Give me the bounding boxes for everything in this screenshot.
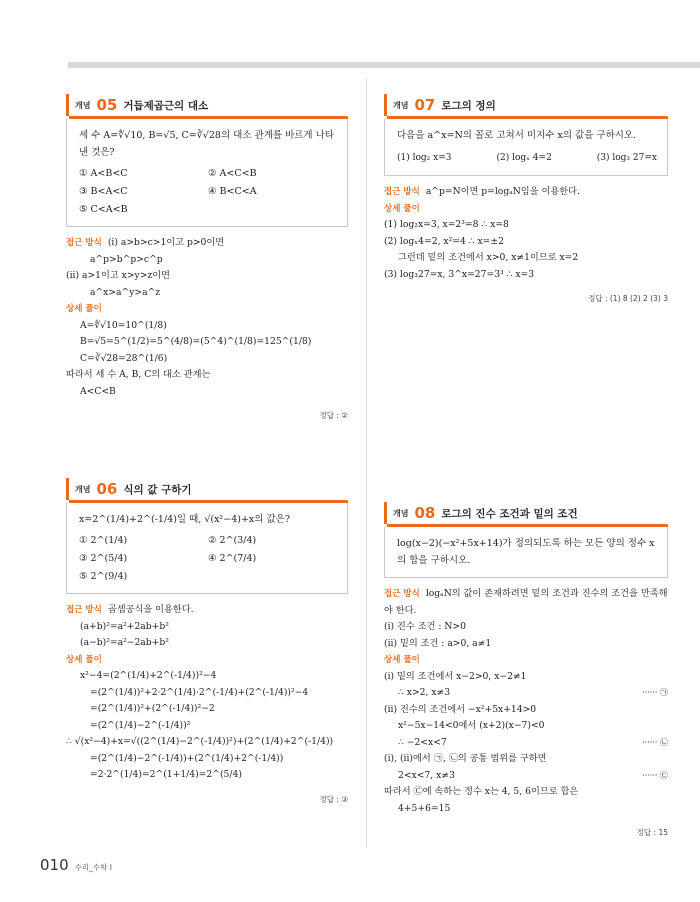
concept-title: 로그의 정의 [441, 99, 496, 112]
detail-line [384, 735, 668, 752]
question-text: log(x−2)(−x²+5x+14)가 정의되도록 하는 모든 양의 정수 x의 합을 구하시오. [397, 538, 655, 566]
detail-line: A=∜√10=10^(1/8) [80, 319, 167, 331]
detail-text: 2<x<7, x≠3 [398, 769, 455, 781]
approach-line: a^p>b^p>c^p [90, 253, 163, 265]
detail-line: =2·2^(1/4)=2^(1+1/4)=2^(5/4) [90, 769, 242, 780]
detail-line: (ii) 진수의 조건에서 −x²+5x+14>0 [384, 703, 537, 715]
marker: ······ ㉡ [642, 737, 668, 747]
detail-line: (1) log₂x=3, x=2³=8 ∴ x=8 [384, 219, 509, 230]
problem-box [66, 503, 348, 594]
choice-2: (2) logₓ 4=2 [496, 153, 552, 163]
detail-label: 상세 풀이 [66, 654, 102, 665]
column-divider [366, 78, 367, 848]
choice-1: ① 2^(1/4) [79, 535, 128, 546]
detail-text: ∴ x>2, x≠3 [398, 687, 451, 698]
choice-1: (1) log₂ x=3 [397, 153, 452, 163]
detail-line: x²−5x−14<0에서 (x+2)(x−7)<0 [398, 720, 545, 731]
concept-number: 07 [414, 96, 436, 114]
detail-line: B=√5=5^(1/2)=5^(4/8)=(5^4)^(1/8)=125^(1/8) [80, 336, 312, 347]
approach-line: 곱셈공식을 이용한다. [107, 604, 194, 615]
detail-line: x²−4=(2^(1/4)+2^(-1/4))²−4 [80, 670, 217, 681]
top-decor-bar [68, 62, 700, 68]
detail-label: 상세 풀이 [66, 304, 102, 314]
page-number: 010 [40, 856, 69, 874]
choice-5: ⑤ 2^(9/4) [79, 571, 128, 582]
answer: 정답 : ② [319, 411, 348, 420]
concept-06-section [66, 478, 348, 808]
detail-line: (i), (ii)에서 ㉠, ㉡의 공통 범위를 구하면 [384, 753, 547, 764]
concept-title: 로그의 진수 조건과 밑의 조건 [441, 507, 578, 520]
detail-line: (2) logₓ4=2, x²=4 ∴ x=±2 [384, 235, 504, 247]
marker: ······ ㉠ [642, 688, 668, 697]
problem-box [384, 119, 668, 176]
concept-07-section [384, 94, 668, 308]
choice-list [79, 165, 337, 218]
choice-5: ⑤ C<A<B [79, 204, 128, 215]
answer: 정답 : 15 [636, 828, 668, 837]
choice-3: (3) log₃ 27=x [596, 153, 657, 163]
concept-tag: 개념 [75, 484, 91, 494]
detail-line: (i) 밑의 조건에서 x−2>0, x−2≠1 [384, 670, 527, 682]
approach-line: (i) a>b>c>1이고 p>0이면 [107, 237, 225, 248]
detail-text: ∴ −2<x<7 [398, 736, 447, 748]
answer: 정답 : ③ [319, 794, 348, 804]
approach-line: (i) 진수 조건 : N>0 [384, 621, 466, 632]
choice-2: ② 2^(3/4) [208, 535, 257, 546]
problem-box [384, 527, 668, 578]
approach-line: (a+b)²=a²+2ab+b² [80, 620, 169, 632]
detail-line: =(2^(1/4))²+2·2^(1/4)·2^(-1/4)+(2^(-1/4))²−4 [90, 686, 309, 698]
concept-title: 거듭제곱근의 대소 [123, 99, 209, 112]
approach-line: a^x>a^y>a^z [90, 286, 161, 298]
detail-line: =(2^(1/4)−2^(-1/4))² [90, 719, 191, 731]
solution [384, 578, 668, 842]
concept-tag: 개념 [75, 100, 91, 110]
approach-line: (ii) 밑의 조건 : a>0, a≠1 [384, 637, 492, 649]
solution [66, 227, 348, 425]
choice-list [397, 150, 657, 167]
approach-label: 접근 방식 [384, 589, 420, 599]
concept-number: 08 [414, 504, 436, 522]
solution [66, 594, 348, 808]
choice-3: ③ 2^(5/4) [79, 553, 128, 564]
concept-08-section [384, 502, 668, 842]
concept-number: 06 [96, 480, 118, 498]
choice-4: ④ B<C<A [208, 186, 257, 197]
concept-title: 식의 값 구하기 [123, 483, 192, 496]
question-text: 세 수 A=∜√10, B=√5, C=∛√28의 대소 관계를 바르게 나타낸 것은? [79, 130, 334, 158]
concept-06-header [66, 478, 348, 500]
detail-line [384, 768, 668, 785]
question-text: 다음을 a^x=N의 꼴로 고쳐서 미지수 x의 값을 구하시오. [397, 130, 637, 141]
concept-tag: 개념 [393, 508, 409, 518]
answer: 정답 : (1) 8 (2) 2 (3) 3 [588, 294, 668, 303]
detail-line: (3) log₃27=x, 3^x=27=3³ ∴ x=3 [384, 268, 535, 280]
choice-4: ④ 2^(7/4) [208, 553, 257, 564]
concept-08-header [384, 502, 668, 524]
approach-line: (a−b)²=a²−2ab+b² [80, 637, 169, 648]
approach-label: 접근 방식 [66, 605, 102, 615]
book-label: 수리_수학 I [74, 863, 112, 872]
approach-line: a^p=N이면 p=logₐN임을 이용한다. [425, 186, 580, 197]
detail-line: ∴ √(x²−4)+x=√((2^(1/4)−2^(-1/4))²)+(2^(1/4)+2^(-1/4)) [66, 736, 334, 747]
detail-line [384, 685, 668, 702]
question-text: x=2^(1/4)+2^(-1/4)일 때, √(x²−4)+x의 값은? [79, 514, 290, 525]
marker: ······ ㉢ [642, 770, 668, 780]
page-footer [40, 856, 112, 874]
concept-07-header [384, 94, 668, 116]
choice-2: ② A<C<B [208, 168, 257, 179]
choice-3: ③ B<A<C [79, 186, 128, 197]
problem-box [66, 119, 348, 227]
detail-line: 따라서 ㉢에 속하는 정수 x는 4, 5, 6이므로 합은 [384, 786, 579, 797]
concept-number: 05 [96, 96, 118, 114]
detail-line: 4+5+6=15 [398, 802, 451, 814]
detail-line: =(2^(1/4)−2^(-1/4))+(2^(1/4)+2^(-1/4)) [90, 752, 284, 764]
detail-line: A<C<B [80, 385, 116, 397]
detail-line: 그런데 밑의 조건에서 x>0, x≠1이므로 x=2 [398, 252, 579, 263]
concept-05-section [66, 94, 348, 425]
solution [384, 176, 668, 308]
detail-label: 상세 풀이 [384, 655, 420, 665]
detail-line: 따라서 세 수 A, B, C의 대소 관계는 [66, 369, 211, 380]
detail-line: =(2^(1/4))²+(2^(-1/4))²−2 [90, 703, 215, 714]
concept-tag: 개념 [393, 100, 409, 110]
approach-label: 접근 방식 [384, 187, 420, 197]
concept-05-header [66, 94, 348, 116]
detail-label: 상세 풀이 [384, 203, 420, 214]
approach-label: 접근 방식 [66, 238, 102, 248]
choice-1: ① A<B<C [79, 168, 128, 179]
approach-line: (ii) a>1이고 x>y>z이면 [66, 270, 171, 281]
approach-line: logₐN의 값이 존재하려면 밑의 조건과 진수의 조건을 만족해야 한다. [384, 588, 668, 616]
choice-list [79, 532, 337, 585]
detail-line: C=∛√28=28^(1/6) [80, 352, 168, 364]
